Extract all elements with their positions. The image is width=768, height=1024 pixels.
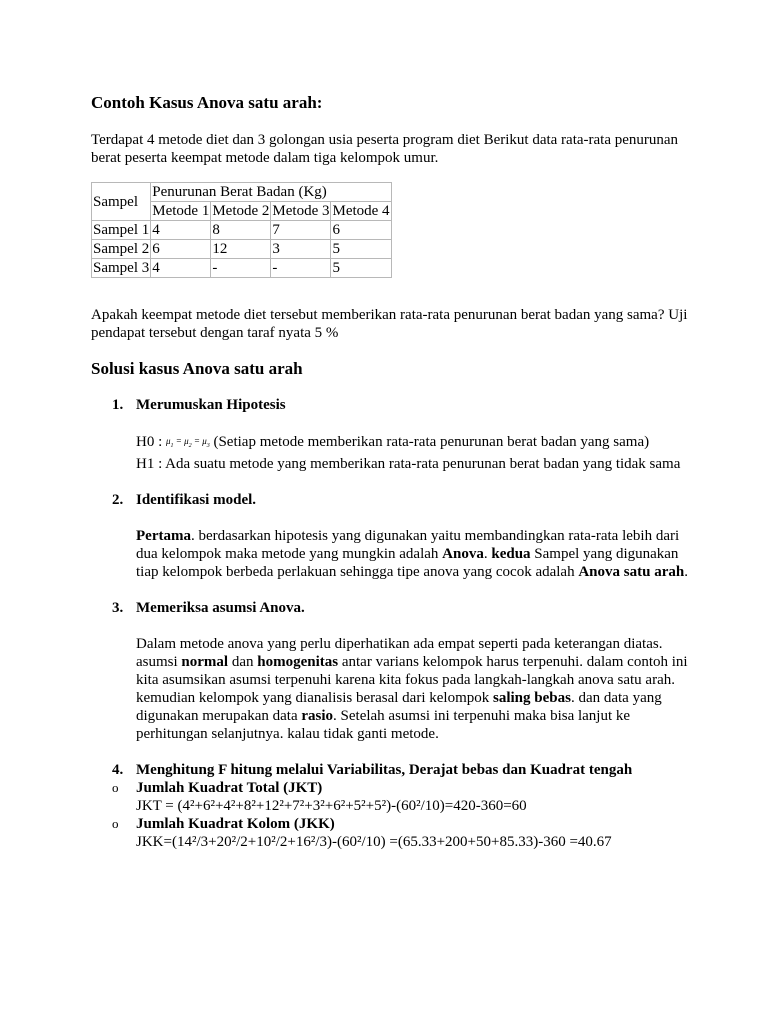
table-header-method: Metode 1: [152, 203, 210, 219]
body-text: .: [684, 563, 688, 580]
document-page: [91, 94, 691, 851]
table-cell: 4: [151, 221, 211, 240]
step-title: Menghitung F hitung melalui Variabilitas, Derajat bebas dan Kuadrat tengah: [136, 761, 633, 778]
table-row-label: Sampel 3: [93, 260, 150, 276]
table-header-row: [92, 183, 392, 202]
body-text: dan: [228, 653, 258, 670]
body-text: . dan data yang digunakan merupakan data: [136, 689, 662, 724]
table-cell: 5: [331, 240, 391, 259]
body-text: Sampel yang digunakan tiap kelompok berbeda perlakuan sehingga tipe anova yang cocok adalah: [136, 545, 679, 580]
table-cell: 3: [271, 240, 331, 259]
table-cell: 8: [211, 221, 271, 240]
h1-line: H1 : Ada suatu metode yang memberikan rata-rata penurunan berat badan yang tidak sama: [136, 455, 681, 472]
table-cell: 6: [151, 240, 211, 259]
table-cell: -: [211, 259, 271, 278]
step-title: Merumuskan Hipotesis: [136, 397, 286, 413]
table-cell: 5: [331, 259, 391, 278]
bold-text: Pertama: [136, 527, 191, 544]
bold-text: normal: [181, 653, 229, 670]
list-item-jkk: [112, 815, 691, 851]
table-row-label: Sampel 1: [93, 222, 150, 238]
bold-text: kedua: [491, 545, 531, 562]
table-row: [92, 221, 392, 240]
table-header-method: Metode 4: [332, 203, 390, 219]
solution-heading: Solusi kasus Anova satu arah: [91, 359, 303, 378]
step-body: [136, 635, 691, 743]
table-header-group: Penurunan Berat Badan (Kg): [151, 183, 391, 202]
jkk-title: Jumlah Kuadrat Kolom (JKK): [136, 815, 335, 832]
step-model: [91, 491, 691, 581]
jkk-formula: JKK=(14²/3+20²/2+10²/2+16²/3)-(60²/10) =(65.33+200+50+85.33)-360 =40.67: [136, 833, 612, 850]
step-number: 3.: [112, 599, 124, 616]
step-title: Memeriksa asumsi Anova.: [136, 599, 305, 616]
jkt-formula: JKT = (4²+6²+4²+8²+12²+7²+3²+6²+5²+5²)-(60²/10)=420-360=60: [136, 797, 527, 814]
step-body: [136, 527, 691, 581]
step-body: [136, 432, 691, 473]
step-number: 1.: [112, 397, 124, 413]
body-text: antar varians kelompok harus terpenuhi. dalam contoh ini kita asumsikan asumsi terpenuhi karena kita fokus pada langkah-langkah anova satu arah. kemudian kelompok yang dianalisis berasal dari kelompok: [136, 653, 688, 706]
bullet-icon: o: [112, 815, 119, 831]
table-cell: 6: [331, 221, 391, 240]
list-item-jkt: [112, 779, 691, 815]
step-title: Identifikasi model.: [136, 491, 257, 508]
bold-text: saling bebas: [493, 689, 571, 706]
table-header-method: Metode 2: [212, 203, 270, 219]
table-row: [92, 240, 392, 259]
step-assumptions: [91, 599, 691, 743]
body-text: . Setelah asumsi ini terpenuhi maka bisa lanjut ke perhitungan selanjutnya. kalau tidak ganti metode.: [136, 707, 631, 742]
h0-text: (Setiap metode memberikan rata-rata penurunan berat badan yang sama): [213, 434, 650, 450]
body-text: Dalam metode anova yang perlu diperhatikan ada empat seperti pada keterangan diatas. asumsi: [136, 635, 663, 670]
bold-text: homogenitas: [257, 653, 339, 670]
bold-text: Anova: [442, 545, 484, 562]
table-cell: 7: [271, 221, 331, 240]
page-title: Contoh Kasus Anova satu arah:: [91, 93, 323, 112]
table-row: [92, 259, 392, 278]
jkt-title: Jumlah Kuadrat Total (JKT): [136, 779, 323, 796]
table-header-method: Metode 3: [272, 203, 330, 219]
h0-label: H0 :: [136, 434, 163, 450]
question-paragraph: Apakah keempat metode diet tersebut memberikan rata-rata penurunan berat badan yang sama? Uji pendapat tersebut dengan taraf nyata 5 %: [91, 307, 688, 341]
mu-equality-formula: $\mu_1 = \mu_2 = \mu_3$: [166, 436, 210, 449]
table-cell: -: [271, 259, 331, 278]
body-text: . berdasarkan hipotesis yang digunakan yaitu membandingkan rata-rata lebih dari dua kelompok maka metode yang mungkin adalah: [136, 527, 680, 562]
step-number: 2.: [112, 491, 124, 508]
sub-list: [112, 779, 691, 851]
solution-steps: [91, 396, 691, 851]
table-header-sample: Sampel: [92, 183, 151, 221]
data-table: [91, 182, 392, 278]
h0-line: [136, 432, 691, 455]
bold-text: Anova satu arah: [578, 563, 685, 580]
table-cell: 4: [151, 259, 211, 278]
step-number: 4.: [112, 761, 124, 778]
table-row-label: Sampel 2: [93, 241, 150, 257]
intro-paragraph: Terdapat 4 metode diet dan 3 golongan usia peserta program diet Berikut data rata-rata penurunan berat peserta keempat metode dalam tiga kelompok umur.: [91, 132, 679, 166]
bold-text: rasio: [301, 707, 334, 724]
step-f-calculation: [91, 761, 691, 851]
body-text: .: [483, 545, 492, 562]
table-cell: 12: [211, 240, 271, 259]
step-hypothesis: [91, 396, 691, 473]
bullet-icon: o: [112, 779, 119, 795]
